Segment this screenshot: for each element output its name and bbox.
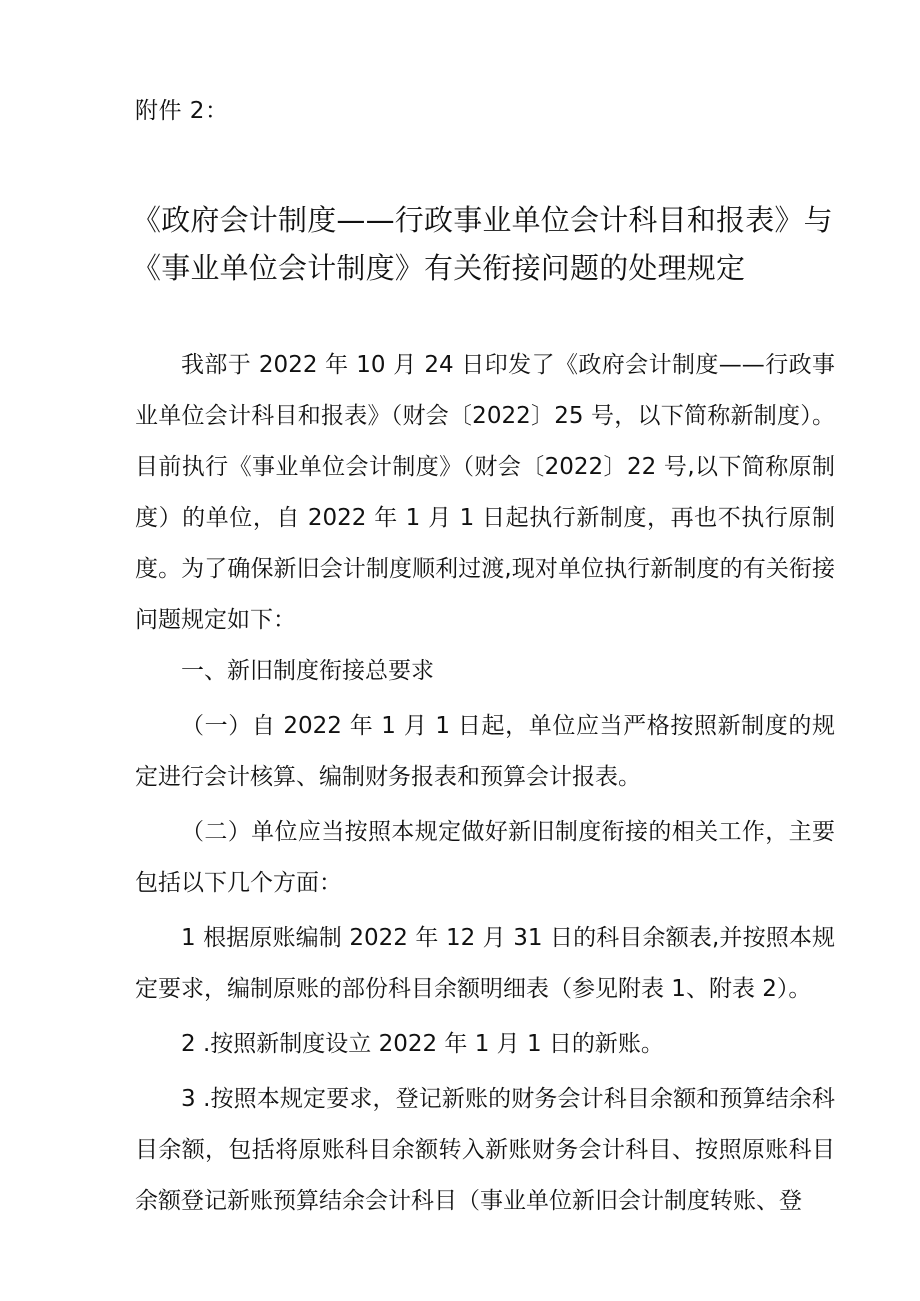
list-item-2: 2 .按照新制度设立 2022 年 1 月 1 日的新账。 [181,1031,664,1057]
title-line-2: 《事业单位会计制度》有关衔接问题的处理规定 [132,251,746,285]
item-paragraph-1: （一）自 2022 年 1 月 1 日起，单位应当严格按照新制度的规定进行会计核算、编制财务报表和预算会计报表。 [135,713,835,790]
document-body [135,340,835,1227]
section-heading-1: 一、新旧制度衔接总要求 [181,658,434,684]
document-title [132,196,832,292]
title-line-1: 《政府会计制度——行政事业单位会计科目和报表》与 [132,203,833,237]
list-item-1: 1 根据原账编制 2022 年 12 月 31 日的科目余额表,并按照本规定要求，编制原账的部份科目余额明细表（参见附表 1、附表 2）。 [135,925,835,1002]
intro-paragraph: 我部于 2022 年 10 月 24 日印发了《政府会计制度——行政事业单位会计科目和报表》（财会〔2022〕25 号，以下简称新制度）。目前执行《事业单位会计制度》（财会〔2022〕22 号,以下简称原制度）的单位，自 2022 年 1 月 1 日起执行新制度，再也不执行原制度。为了确保新旧会计制度顺利过渡,现对单位执行新制度的有关衔接问题规定如下： [135,352,835,633]
item-paragraph-2: （二）单位应当按照本规定做好新旧制度衔接的相关工作，主要包括以下几个方面： [135,819,835,896]
attachment-label: 附件 2： [135,98,229,124]
list-item-3: 3 .按照本规定要求，登记新账的财务会计科目余额和预算结余科目余额，包括将原账科目余额转入新账财务会计科目、按照原账科目余额登记新账预算结余会计科目（事业单位新旧会计制度转账、登 [135,1086,835,1214]
